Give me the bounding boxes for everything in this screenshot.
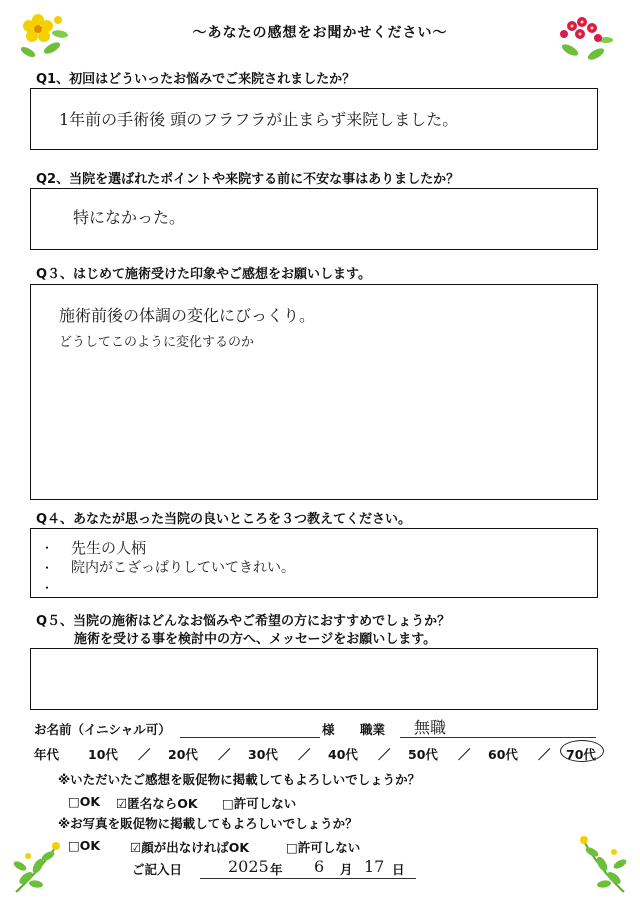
consent-2-question: ※お写真を販促物に掲載してもよろしいでしょうか？ — [58, 816, 358, 831]
answer-1-text: 1年前の手術後 頭のフラフラが止まらず来院しました。 — [59, 110, 459, 129]
answer-2-box — [30, 188, 598, 250]
job-value: 無職 — [414, 718, 447, 737]
answer-3-text-line1: 施術前後の体調の変化にびっくり。 — [59, 306, 316, 325]
leaf-decoration-icon — [570, 830, 632, 896]
answer-5-box — [30, 648, 598, 710]
date-year: 2025 — [228, 857, 269, 876]
question-5-label-line1: Q５、当院の施術はどんなお悩みやご希望の方におすすめでしょうか？ — [36, 614, 451, 629]
answer-2-text: 特になかった。 — [73, 208, 186, 227]
consent-1-question: ※いただいたご感想を販促物に掲載してもよろしいでしょうか？ — [58, 772, 421, 787]
answer-4-item-2: 院内がこざっぱりしていてきれい。 — [71, 560, 295, 576]
age-separator: ／ — [538, 747, 551, 762]
page-title: ～あなたの感想をお聞かせください～ — [192, 25, 448, 41]
name-label: お名前（イニシャル可） — [34, 722, 171, 737]
job-underline — [400, 737, 596, 738]
age-separator: ／ — [378, 747, 391, 762]
answer-3-text-line2: どうしてこのように変化するのか — [59, 335, 255, 350]
consent-1-ok-checkbox[interactable]: □OK — [68, 794, 101, 809]
age-label: 年代 — [34, 747, 60, 762]
consent-1-anonymous-checkbox[interactable]: ☑匿名ならOK — [116, 796, 198, 811]
date-month: 6 — [314, 857, 325, 876]
date-label: ご記入日 — [132, 862, 183, 877]
age-option-70s: 70代 — [566, 747, 596, 762]
list-bullet: ・ — [41, 561, 54, 575]
question-2-label: Q2、当院を選ばれたポイントや来院する前に不安な事はありましたか？ — [36, 172, 460, 187]
list-bullet: ・ — [41, 581, 54, 595]
answer-4-box — [30, 528, 598, 598]
age-separator: ／ — [458, 747, 471, 762]
question-5-label-line2: 施術を受ける事を検討中の方へ、メッセージをお願いします。 — [74, 632, 437, 647]
consent-1-deny-checkbox[interactable]: □許可しない — [222, 796, 297, 811]
age-separator: ／ — [218, 747, 231, 762]
age-separator: ／ — [298, 747, 311, 762]
date-year-unit: 年 — [270, 862, 283, 877]
consent-2-ok-checkbox[interactable]: □OK — [68, 838, 101, 853]
name-underline — [180, 737, 320, 738]
age-option-20s: 20代 — [168, 747, 198, 762]
age-option-30s: 30代 — [248, 747, 278, 762]
date-month-unit: 月 — [340, 862, 353, 877]
name-suffix: 様 — [322, 722, 335, 737]
date-day-unit: 日 — [392, 862, 405, 877]
question-4-label: Q４、あなたが思った当院の良いところを３つ教えてください。 — [36, 512, 412, 527]
consent-2-no-face-checkbox[interactable]: ☑顔が出なければOK — [130, 840, 250, 855]
age-separator: ／ — [138, 747, 151, 762]
job-label: 職業 — [360, 722, 386, 737]
question-3-label: Q３、はじめて施術受けた印象やご感想をお願いします。 — [36, 267, 372, 282]
date-day: 17 — [364, 857, 385, 876]
date-underline — [200, 878, 416, 879]
answer-4-item-1: 先生の人柄 — [71, 539, 147, 557]
age-selected-circle — [560, 740, 604, 762]
age-option-50s: 50代 — [408, 747, 438, 762]
question-1-label: Q1、初回はどういったお悩みでご来院されましたか？ — [36, 72, 356, 87]
consent-2-deny-checkbox[interactable]: □許可しない — [286, 840, 361, 855]
age-option-40s: 40代 — [328, 747, 358, 762]
answer-3-box — [30, 284, 598, 500]
age-option-10s: 10代 — [88, 747, 118, 762]
list-bullet: ・ — [41, 541, 54, 555]
age-option-60s: 60代 — [488, 747, 518, 762]
answer-1-box — [30, 88, 598, 150]
leaf-decoration-icon — [8, 836, 68, 896]
